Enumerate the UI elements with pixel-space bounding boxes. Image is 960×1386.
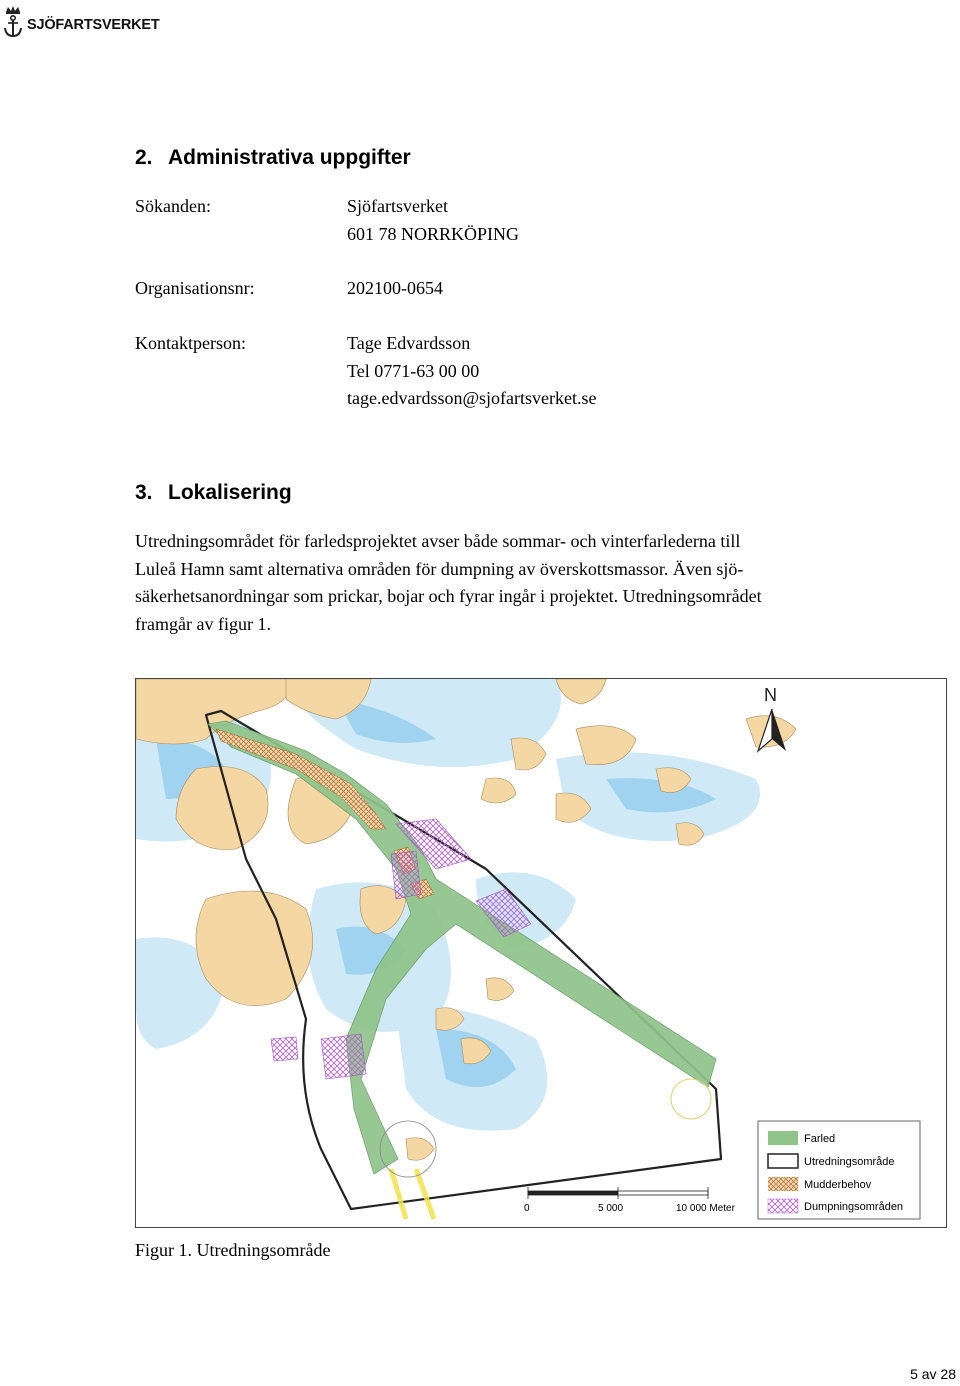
section-2-title: Administrativa uppgifter xyxy=(168,146,411,169)
scale-bar xyxy=(524,1187,736,1214)
paragraph-line: säkerhetsanordningar som prickar, bojar och fyrar ingår i projektet. Utredningsområdet xyxy=(135,586,762,606)
light-sector-circle xyxy=(671,1079,711,1119)
paragraph-line: Utredningsområdet för farledsprojektet avser både sommar- och vinterfarlederna till xyxy=(135,531,741,551)
north-label: N xyxy=(764,685,777,705)
legend-swatch-mudderbehov xyxy=(768,1177,798,1191)
contact-value xyxy=(347,330,597,413)
legend-label-dumpningsomraden: Dumpningsområden xyxy=(804,1201,904,1213)
logo-text: SJÖFARTSVERKET xyxy=(27,17,160,33)
legend-label-utredningsomrade: Utredningsområde xyxy=(804,1156,895,1168)
section-3-title: Lokalisering xyxy=(168,481,292,504)
figure-caption: Figur 1. Utredningsområde xyxy=(135,1240,331,1260)
orgnr-number: 202100-0654 xyxy=(347,278,443,298)
scale-label-5000: 5 000 xyxy=(598,1203,624,1214)
orgnr-label: Organisationsnr: xyxy=(135,278,255,298)
legend-label-mudderbehov: Mudderbehov xyxy=(804,1179,872,1191)
study-area-map xyxy=(135,678,947,1228)
contact-email: tage.edvardsson@sjofartsverket.se xyxy=(347,388,597,408)
applicant-name: Sjöfartsverket xyxy=(347,196,448,216)
section-3-number: 3. xyxy=(135,481,153,504)
applicant-value xyxy=(347,193,519,248)
legend-swatch-farled xyxy=(768,1131,798,1145)
scale-label-10000: 10 000 Meter xyxy=(676,1203,735,1214)
section-2-number: 2. xyxy=(135,146,153,169)
contact-name: Tage Edvardsson xyxy=(347,333,471,353)
section-3-paragraph xyxy=(135,528,815,638)
scale-label-0: 0 xyxy=(524,1203,530,1214)
applicant-address: 601 78 NORRKÖPING xyxy=(347,223,520,244)
anchor-crown-icon xyxy=(2,5,24,39)
page-number: 5 av 28 xyxy=(910,1366,956,1382)
contact-phone: Tel 0771-63 00 00 xyxy=(347,360,480,381)
contact-label: Kontaktperson: xyxy=(135,333,246,353)
orgnr-value xyxy=(347,275,443,303)
applicant-label: Sökanden: xyxy=(135,196,211,216)
map-graphic xyxy=(136,679,947,1228)
section-2-heading xyxy=(135,146,411,170)
paragraph-line: Luleå Hamn samt alternativa områden för dumpning av överskottsmassor. Även sjö- xyxy=(135,558,744,579)
paragraph-line: framgår av figur 1. xyxy=(135,613,271,634)
sjofartsverket-logo xyxy=(2,4,160,40)
legend-swatch-dumpningsomraden xyxy=(768,1199,798,1213)
map-legend xyxy=(758,1121,920,1219)
section-3-heading xyxy=(135,481,292,505)
legend-label-farled: Farled xyxy=(804,1133,836,1145)
legend-swatch-utredningsomrade xyxy=(768,1154,798,1168)
